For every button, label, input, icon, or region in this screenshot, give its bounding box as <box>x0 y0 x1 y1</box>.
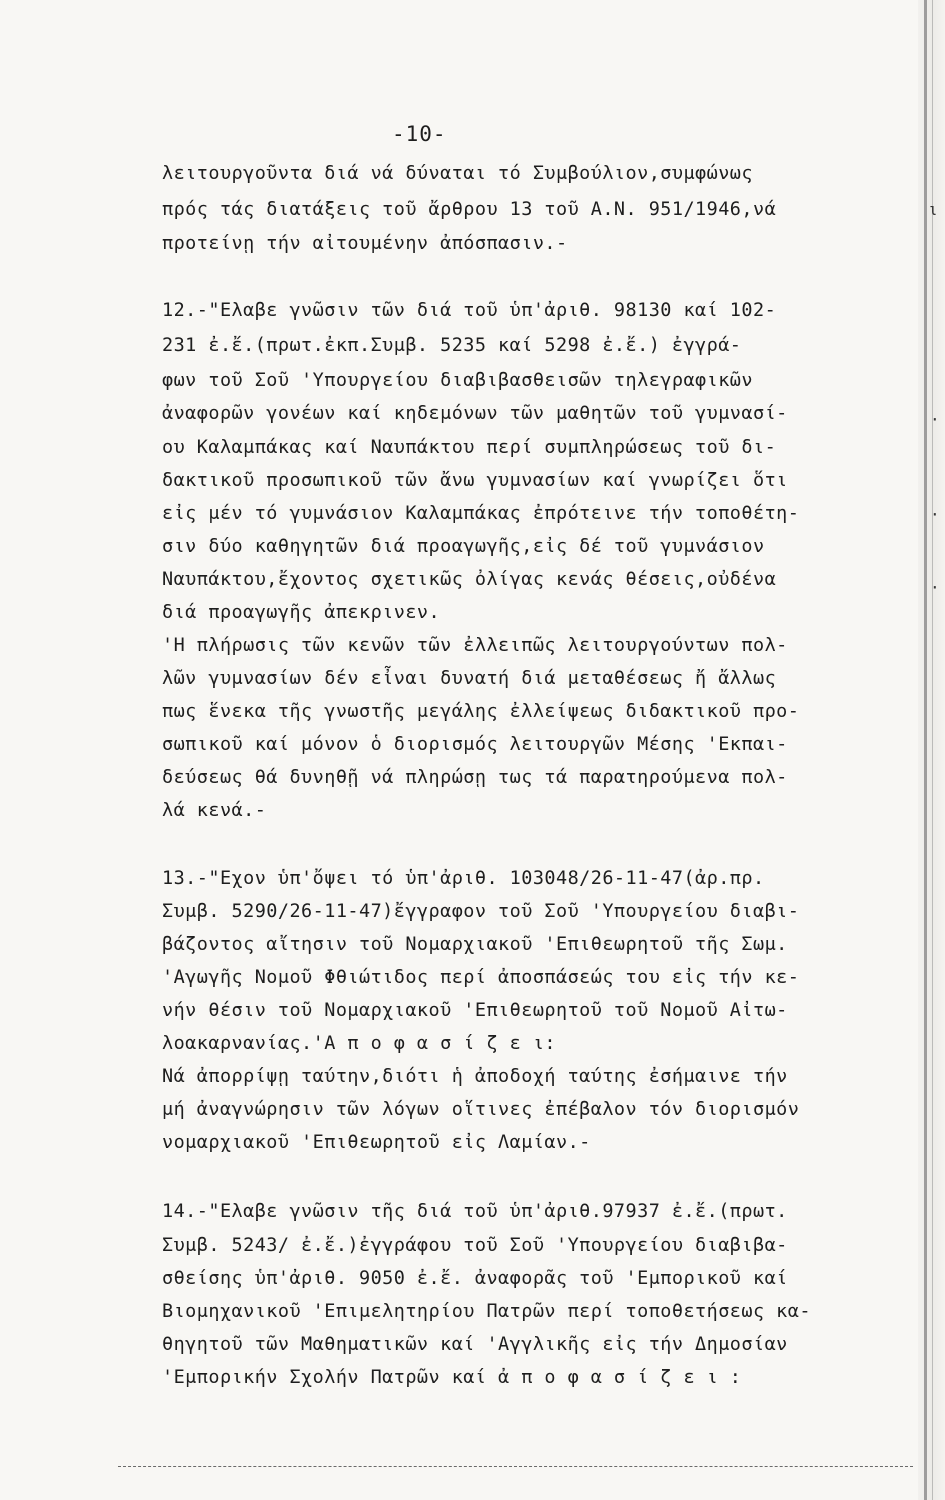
text-line: πως ἕνεκα τῆς γνωστῆς μεγάλης ἐλλείψεως διδακτικοῦ προ- <box>162 701 800 722</box>
text-line: Ναυπάκτου,ἔχοντος σχετικῶς ὀλίγας κενάς θέσεις,οὐδένα <box>162 569 777 590</box>
text-line: Βιομηχανικοῦ 'Επιμελητηρίου Πατρῶν περί τοποθετήσεως κα- <box>162 1301 811 1322</box>
text-line: Συμβ. 5243/ ἐ.ἔ.)ἐγγράφου τοῦ Σοῦ 'Υπουργείου διαβιβα- <box>162 1235 788 1256</box>
margin-mark: ι <box>928 200 938 219</box>
text-line: μή ἀναγνώρησιν τῶν λόγων οἵτινες ἐπέβαλον τόν διορισμόν <box>162 1099 800 1120</box>
text-line: ου Καλαμπάκας καί Ναυπάκτου περί συμπληρώσεως τοῦ δι- <box>162 437 777 458</box>
margin-mark: · <box>930 578 940 597</box>
text-line: Συμβ. 5290/26-11-47)ἔγγραφον τοῦ Σοῦ 'Υπουργείου διαβι- <box>162 901 800 922</box>
text-line: 14.-"Ελαβε γνῶσιν τῆς διά τοῦ ὑπ'ἀριθ.97937 ἐ.ἔ.(πρωτ. <box>162 1201 788 1222</box>
text-line: ἀναφορῶν γονέων καί κηδεμόνων τῶν μαθητῶν τοῦ γυμνασί- <box>162 403 788 424</box>
text-line: νομαρχιακοῦ 'Επιθεωρητοῦ εἰς Λαμίαν.- <box>162 1132 591 1153</box>
margin-mark: · <box>930 410 940 429</box>
page-number: -10- <box>392 122 447 146</box>
text-line: 'Η πλήρωσις τῶν κενῶν τῶν ἐλλειπῶς λειτουργούντων πολ- <box>162 635 788 656</box>
text-line: Νά ἀπορρίψῃ ταύτην,διότι ἡ ἀποδοχή ταύτης ἐσήμαινε τήν <box>162 1066 788 1087</box>
text-line: θηγητοῦ τῶν Μαθηματικῶν καί 'Αγγλικῆς εἰς τήν Δημοσίαν <box>162 1334 788 1355</box>
text-line: βάζοντος αἴτησιν τοῦ Νομαρχιακοῦ 'Επιθεωρητοῦ τῆς Σωμ. <box>162 934 788 955</box>
margin-mark: · <box>930 505 940 524</box>
text-line: 'Εμπορικήν Σχολήν Πατρῶν καί ἀ π ο φ α σ ί ζ ε ι : <box>162 1367 742 1388</box>
text-line: φων τοῦ Σοῦ 'Υπουργείου διαβιβασθεισῶν τηλεγραφικῶν <box>162 370 753 391</box>
text-line: πρός τάς διατάξεις τοῦ ἄρθρου 13 τοῦ Α.Ν. 951/1946,νά <box>162 199 777 220</box>
text-line: 231 ἐ.ἔ.(πρωτ.ἐκπ.Συμβ. 5235 καί 5298 ἐ.ἔ.) ἐγγρά- <box>162 335 742 356</box>
text-line: σθείσης ὑπ'ἀριθ. 9050 ἐ.ἔ. ἀναφορᾶς τοῦ 'Εμπορικοῦ καί <box>162 1268 788 1289</box>
text-line: σωπικοῦ καί μόνον ὁ διορισμός λειτουργῶν Μέσης 'Εκπαι- <box>162 734 788 755</box>
text-line: εἰς μέν τό γυμνάσιον Καλαμπάκας ἐπρότεινε τήν τοποθέτη- <box>162 503 800 524</box>
text-line: σιν δύο καθηγητῶν διά προαγωγῆς,εἰς δέ τοῦ γυμνάσιον <box>162 536 765 557</box>
text-line: διά προαγωγῆς ἀπεκρινεν. <box>162 602 441 623</box>
text-line: δακτικοῦ προσωπικοῦ τῶν ἄνω γυμνασίων καί γνωρίζει ὅτι <box>162 470 788 491</box>
binding-line <box>924 0 927 1500</box>
text-line: νήν θέσιν τοῦ Νομαρχιακοῦ 'Επιθεωρητοῦ τοῦ Νομοῦ Αἰτω- <box>162 1000 788 1021</box>
binding-line-secondary <box>932 0 933 1500</box>
text-line: 13.-"Εχον ὑπ'ὄψει τό ὑπ'ἀριθ. 103048/26-11-47(ἀρ.πρ. <box>162 868 765 889</box>
bottom-rule <box>118 1466 913 1467</box>
text-line: προτείνῃ τήν αἰτουμένην ἀπόσπασιν.- <box>162 233 568 254</box>
text-line: λειτουργοῦντα διά νά δύναται τό Συμβούλιον,συμφώνως <box>162 163 753 184</box>
text-line: 12.-"Ελαβε γνῶσιν τῶν διά τοῦ ὑπ'ἀριθ. 98130 καί 102- <box>162 300 777 321</box>
text-line: λῶν γυμνασίων δέν εἶναι δυνατή διά μεταθέσεως ἤ ἄλλως <box>162 668 777 689</box>
text-line: λά κενά.- <box>162 800 267 821</box>
text-line: δεύσεως θά δυνηθῇ νά πληρώσῃ τως τά παρατηρούμενα πολ- <box>162 767 788 788</box>
text-line: λοακαρνανίας.'Α π ο φ α σ ί ζ ε ι: <box>162 1033 556 1054</box>
text-line: 'Αγωγῆς Νομοῦ Φθιώτιδος περί ἀποσπάσεώς του εἰς τήν κε- <box>162 967 800 988</box>
